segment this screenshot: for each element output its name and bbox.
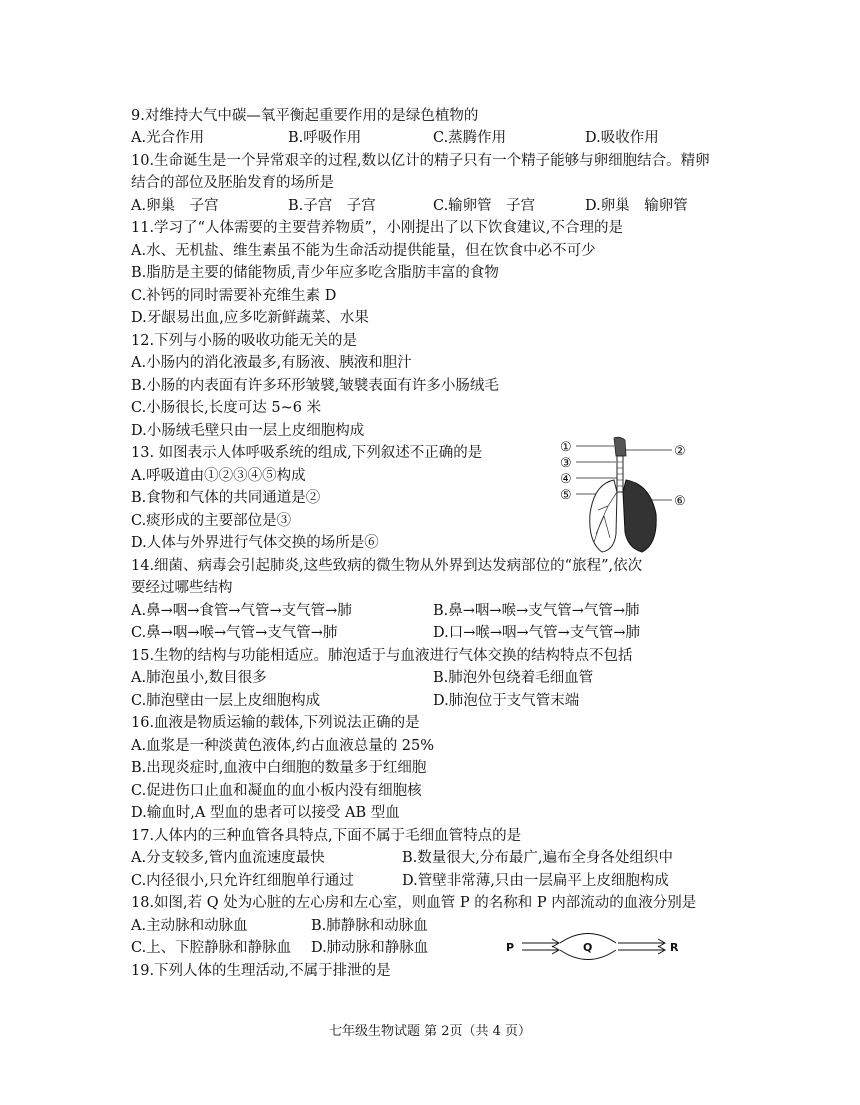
- q13-stem: 13. 如图表示人体呼吸系统的组成,下列叙述不正确的是: [131, 445, 483, 461]
- q16-option-c: C.促进伤口止血和凝血的血小板内没有细胞核: [131, 783, 422, 799]
- q12-option-d: D.小肠绒毛壁只由一层上皮细胞构成: [131, 423, 365, 439]
- q17-stem: 17.人体内的三种血管各具特点,下面不属于毛细血管特点的是: [131, 828, 522, 844]
- blood-vessel-figure: [504, 926, 690, 970]
- q14-stem-line2: 要经过哪些结构: [131, 580, 233, 596]
- fig-label-1: ①: [560, 440, 572, 455]
- q10-option-b: B.子宫 子宫: [288, 198, 376, 214]
- q15-option-b: B.肺泡外包绕着毛细血管: [433, 670, 594, 686]
- q18-option-b: B.肺静脉和动脉血: [311, 918, 428, 934]
- q11-option-a: A.水、无机盐、维生素虽不能为生命活动提供能量，但在饮食中必不可少: [131, 243, 596, 259]
- q10-option-c: C.输卵管 子宫: [433, 198, 536, 214]
- q9-option-d: D.吸收作用: [585, 130, 659, 146]
- q11-option-c: C.补钙的同时需要补充维生素 D: [131, 288, 337, 304]
- fig-label-p: P: [506, 941, 515, 954]
- q17-option-d: D.管壁非常薄,只由一层扁平上皮细胞构成: [402, 873, 669, 889]
- q9-stem: 9.对维持大气中碳—氧平衡起重要作用的是绿色植物的: [131, 108, 479, 124]
- q10-stem-line2: 结合的部位及胚胎发育的场所是: [131, 175, 334, 191]
- q15-option-a: A.肺泡虽小,数目很多: [131, 670, 267, 686]
- q16-option-b: B.出现炎症时,血液中白细胞的数量多于红细胞: [131, 760, 427, 776]
- q13-option-a: A.呼吸道由①②③④⑤构成: [131, 468, 306, 484]
- q14-option-d: D.口→喉→咽→气管→支气管→肺: [433, 625, 640, 641]
- q18-option-a: A.主动脉和动脉血: [131, 918, 248, 934]
- q17-option-a: A.分支较多,管内血流速度最快: [131, 850, 325, 866]
- q15-stem: 15.生物的结构与功能相适应。肺泡适于与血液进行气体交换的结构特点不包括: [131, 648, 633, 664]
- q12-option-b: B.小肠的内表面有许多环形皱襞,皱襞表面有许多小肠绒毛: [131, 378, 499, 394]
- q11-stem: 11.学习了“人体需要的主要营养物质”，小刚提出了以下饮食建议,不合理的是: [131, 220, 623, 236]
- q17-option-c: C.内径很小,只允许红细胞单行通过: [131, 873, 354, 889]
- q10-stem-line1: 10.生命诞生是一个异常艰辛的过程,数以亿计的精子只有一个精子能够与卵细胞结合。精卵: [131, 153, 710, 169]
- q16-stem: 16.血液是物质运输的载体,下列说法正确的是: [131, 715, 420, 731]
- q15-option-d: D.肺泡位于支气管末端: [433, 693, 580, 709]
- q12-option-a: A.小肠内的消化液最多,有肠液、胰液和胆汁: [131, 355, 412, 371]
- fig-label-r: R: [670, 941, 679, 954]
- q14-option-c: C.鼻→咽→喉→气管→支气管→肺: [131, 625, 338, 641]
- q9-option-b: B.呼吸作用: [288, 130, 362, 146]
- q13-option-c: C.痰形成的主要部位是③: [131, 513, 292, 529]
- q17-option-b: B.数量很大,分布最广,遍布全身各处组织中: [402, 850, 673, 866]
- q12-option-c: C.小肠很长,长度可达 5~6 米: [131, 400, 322, 416]
- fig-label-5: ⑤: [560, 488, 572, 503]
- q11-option-b: B.脂肪是主要的储能物质,青少年应多吃含脂肪丰富的食物: [131, 265, 499, 281]
- fig-label-q: Q: [583, 941, 593, 954]
- respiratory-system-figure: [558, 434, 698, 570]
- q16-option-d: D.输血时,A 型血的患者可以接受 AB 型血: [131, 805, 400, 821]
- q14-option-a: A.鼻→咽→食管→气管→支气管→肺: [131, 603, 352, 619]
- fig-label-3: ③: [560, 456, 572, 471]
- fig-label-2: ②: [674, 444, 686, 459]
- q10-option-a: A.卵巢 子宫: [131, 198, 219, 214]
- q11-option-d: D.牙龈易出血,应多吃新鲜蔬菜、水果: [131, 310, 369, 326]
- q14-option-b: B.鼻→咽→喉→支气管→气管→肺: [433, 603, 640, 619]
- q15-option-c: C.肺泡壁由一层上皮细胞构成: [131, 693, 321, 709]
- q18-option-d: D.肺动脉和静脉血: [311, 940, 429, 956]
- fig-label-4: ④: [560, 472, 572, 487]
- page-footer: 七年级生物试题 第 2页（共 4 页）: [328, 1024, 532, 1039]
- q9-option-c: C.蒸腾作用: [433, 130, 507, 146]
- fig-label-6: ⑥: [674, 494, 686, 509]
- q10-option-d: D.卵巢 输卵管: [585, 198, 688, 214]
- q12-stem: 12.下列与小肠的吸收功能无关的是: [131, 333, 358, 349]
- q19-stem: 19.下列人体的生理活动,不属于排泄的是: [131, 963, 391, 979]
- q14-stem-line1: 14.细菌、病毒会引起肺炎,这些致病的微生物从外界到达发病部位的“旅程”,依次: [131, 558, 643, 574]
- q13-option-b: B.食物和气体的共同通道是②: [131, 490, 321, 506]
- q18-stem: 18.如图,若 Q 处为心脏的左心房和左心室，则血管 P 的名称和 P 内部流动的血液分别是: [131, 895, 697, 911]
- q13-option-d: D.人体与外界进行气体交换的场所是⑥: [131, 535, 379, 551]
- q16-option-a: A.血浆是一种淡黄色液体,约占血液总量的 25%: [131, 738, 435, 754]
- q18-option-c: C.上、下腔静脉和静脉血: [131, 940, 292, 956]
- q9-option-a: A.光合作用: [131, 130, 205, 146]
